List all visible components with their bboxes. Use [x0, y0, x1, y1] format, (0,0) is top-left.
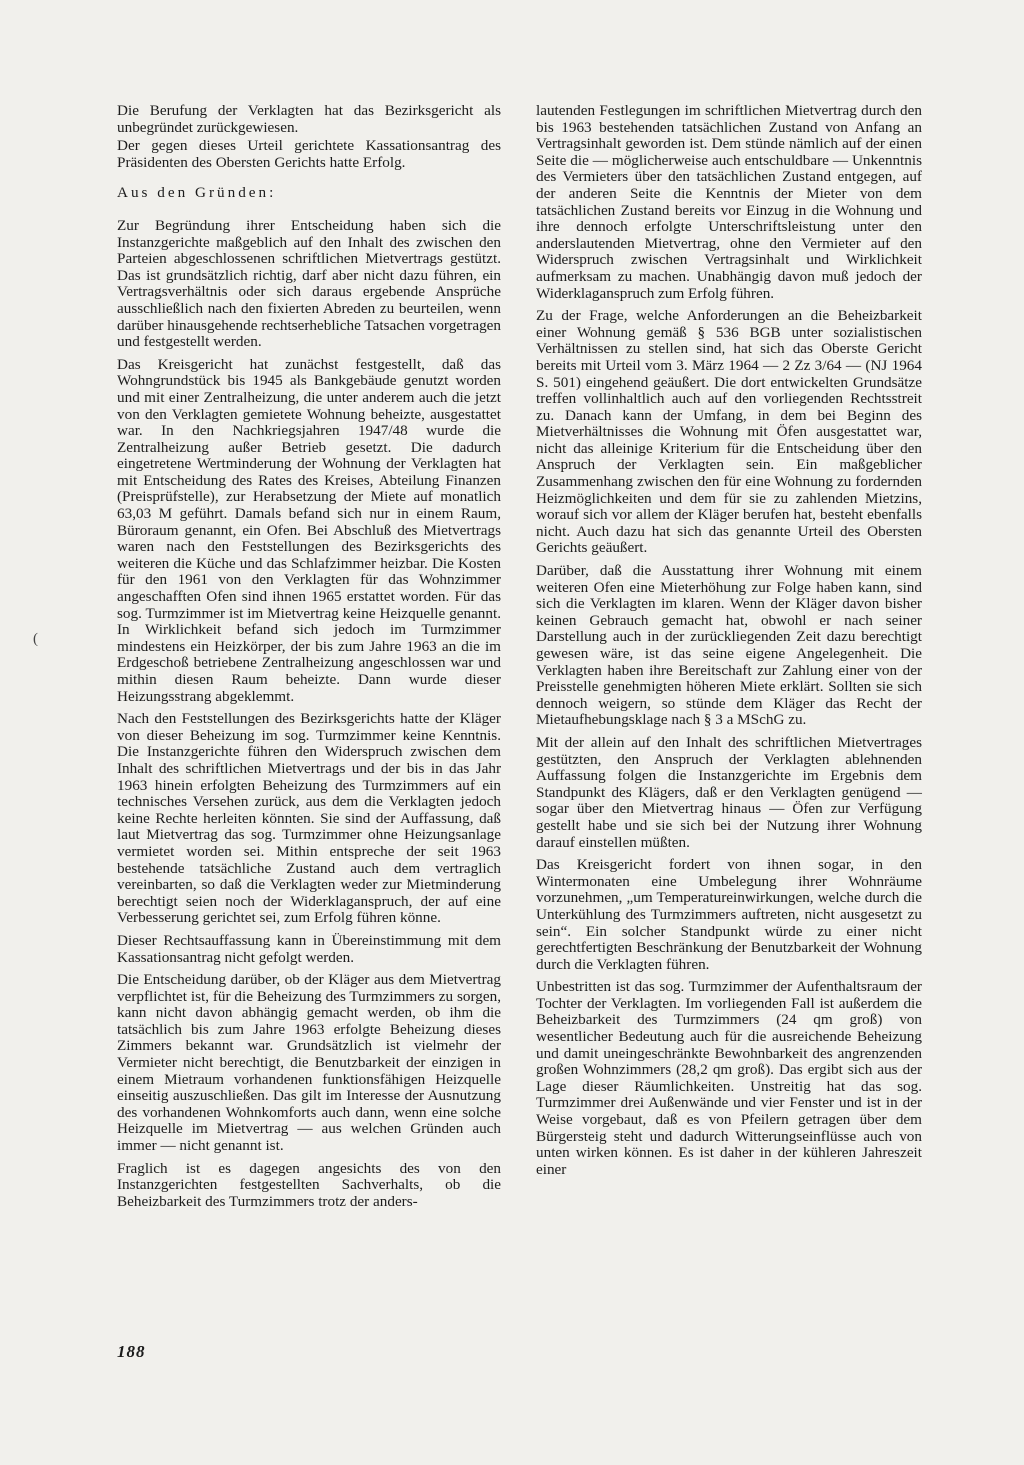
left-paragraph-5: Die Entscheidung darüber, ob der Kläger aus dem Mietvertrag verpflichtet ist, für die Beheizung des Turmzimmers zu sorgen, kann nicht davon abhängig gemacht werden, ob ihm die tatsächlich bis zum Jahre 1963 erfolgte Beheizung dieses Zimmers bekannt war. Grundsätzlich ist vielmehr der Vermieter nicht berechtigt, die Benutzbarkeit der einzigen in einem Mietraum vorhandenen funktionsfähigen Heizquelle einseitig auszuschließen. Das gilt im Interesse der Ausnutzung des vorhandenen Wohnkomforts auch dann, wenn eine solche Heizquelle im Mietvertrag — aus welchen Gründen auch immer — nicht genannt ist. — [117, 971, 501, 1155]
right-paragraph-3: Darüber, daß die Ausstattung ihrer Wohnung mit einem weiteren Ofen eine Mieterhöhung zur Folge haben kann, sind sich die Verklagten im klaren. Wenn der Kläger davon bisher keinen Gebrauch gemacht hat, obwohl er nach seiner Darstellung auch in der zurückliegenden Zeit dazu berechtigt gewesen wäre, ist das seine eigene Angelegenheit. Die Verklagten haben ihre Bereitschaft zur Zahlung einer von der Preisstelle genehmigten höheren Miete erklärt. Sollten sie sich dennoch weigern, so stünde dem Kläger das Recht der Mietaufhebungsklage nach § 3 a MSchG zu. — [536, 562, 922, 729]
margin-mark: ( — [33, 631, 38, 647]
left-paragraph-6: Fraglich ist es dagegen angesichts des von den Instanzgerichten festgestellten Sachverhalts, ob die Beheizbarkeit des Turmzimmers trotz der anders- — [117, 1159, 501, 1210]
right-paragraph-2: Zu der Frage, welche Anforderungen an die Beheizbarkeit einer Wohnung gemäß § 536 BGB unter sozialistischen Verhältnissen zu stellen sind, hat sich das Oberste Gericht bereits mit Urteil vom 3. März 1964 — 2 Zz 3/64 — (NJ 1964 S. 501) eingehend geäußert. Die dort entwickelten Grundsätze treffen vollinhaltlich auch auf den vorliegenden Rechtsstreit zu. Danach kann der Umfang, in dem bei Beginn des Mietverhältnisses die Wohnung mit Öfen ausgestattet war, nicht das alleinige Kriterium für die Entscheidung über den Anspruch der Verklagten sein. Ein maßgeblicher Zusammenhang zwischen den für eine Wohnung zu fordernden Heizmöglichkeiten und dem für sie zu zahlenden Mietzins, worauf sich vor allem der Kläger berufen hat, besteht ebenfalls nicht. Auch dazu hat sich das genannte Urteil des Obersten Gerichts geäußert. — [536, 307, 922, 557]
section-heading: Aus den Gründen: — [117, 184, 277, 202]
left-paragraph-3: Nach den Feststellungen des Bezirksgerichts hatte der Kläger von dieser Beheizung im sog. Turmzimmer keine Kenntnis. Die Instanzgerichte führen den Widerspruch zwischen dem Inhalt des schriftlichen Mietvertrags und der bis in das Jahr 1963 hinein erfolgten Beheizung des Turmzimmers auf ein technisches Versehen zurück, aus dem die Verklagten jedoch keine Rechte herleiten könnten. Sie sind der Auffassung, daß laut Mietvertrag das sog. Turmzimmer ohne Heizungsanlage vermietet worden sei. Mithin entspreche der seit 1963 bestehende tatsächliche Zustand auch dem vertraglich vereinbarten, so daß die Verklagten weder zur Mietminderung berechtigt seien noch der Widerklaganspruch, der auf eine Verbesserung gerichtet sei, zum Erfolg führen könne. — [117, 710, 501, 927]
right-column — [536, 103, 922, 1184]
right-paragraph-6: Unbestritten ist das sog. Turmzimmer der Aufenthaltsraum der Tochter der Verklagten. Im vorliegenden Fall ist außerdem die Beheizbarkeit des Turmzimmers (24 qm groß) von wesentlicher Bedeutung auch für die ausreichende Beheizung und damit uneingeschränkte Bewohnbarkeit des angrenzenden großen Wohnzimmers (28,2 qm groß). Das ergibt sich aus der Lage dieser Räumlichkeiten. Unstreitig hat das sog. Turmzimmer drei Außenwände und vier Fenster und ist in der Weise vorgebaut, daß es von Pfeilern getragen über dem Bürgersteig steht und dadurch Witterungseinflüsse auch von unten wirken können. Es ist daher in der kühleren Jahreszeit einer — [536, 978, 922, 1178]
intro-paragraph-2: Der gegen dieses Urteil gerichtete Kassationsantrag des Präsidenten des Obersten Gerichts hatte Erfolg. — [117, 137, 501, 171]
intro-paragraph-1: Die Berufung der Verklagten hat das Bezirksgericht als unbegründet zurückgewiesen. — [117, 102, 501, 136]
left-paragraph-1: Zur Begründung ihrer Entscheidung haben sich die Instanzgerichte maßgeblich auf den Inhalt des zwischen den Parteien abgeschlossenen schriftlichen Mietvertrags gestützt. Das ist grundsätzlich richtig, darf aber nicht dazu führen, ein Vertragsverhältnis oder sich daraus ergebende Ansprüche ausschließlich nach den fixierten Abreden zu beurteilen, wenn darüber hinausgehende rechtserhebliche Tatsachen vorgetragen und festgestellt werden. — [117, 216, 501, 351]
right-paragraph-5: Das Kreisgericht fordert von ihnen sogar, in den Wintermonaten eine Umbelegung ihrer Wohnräume vorzunehmen, „um Temperatureinwirkungen, welche durch die Unterkühlung des Turmzimmers auftreten, nicht ausgesetzt zu sein“. Ein solcher Standpunkt würde zu einer nicht gerechtfertigten Beschränkung der Benutzbarkeit der Wohnung durch die Verklagten führen. — [536, 856, 922, 973]
left-paragraph-4: Dieser Rechtsauffassung kann in Übereinstimmung mit dem Kassationsantrag nicht gefolgt werden. — [117, 931, 501, 966]
page-number: 188 — [117, 1342, 146, 1361]
left-column — [117, 103, 501, 1216]
right-paragraph-1: lautenden Festlegungen im schriftlichen Mietvertrag durch den bis 1963 bestehenden tatsächlichen Zustand von Anfang an Vertragsinhalt geworden ist. Dem stünde nämlich auf der einen Seite die — möglicherweise auch entschuldbare — Unkenntnis des Vermieters über den tatsächlichen Zustand entgegen, auf der anderen Seite die Kenntnis der Mieter von dem tatsächlichen Zustand bereits vor Einzug in die Wohnung und ihre dennoch erfolgte Unterschriftsleistung unter den anderslautenden Mietvertrag, ohne den Vermieter auf den Widerspruch zwischen Vertragsinhalt und Wirklichkeit aufmerksam zu machen. Unabhängig davon muß jedoch der Widerklaganspruch zum Erfolg führen. — [536, 102, 922, 302]
right-paragraph-4: Mit der allein auf den Inhalt des schriftlichen Mietvertrages gestützten, den Anspruch der Verklagten ablehnenden Auffassung folgen die Instanzgerichte im Ergebnis dem Standpunkt des Klägers, daß er den Verklagten genügend — sogar über den Mietvertrag hinaus — Öfen zur Verfügung gestellt habe und sie sich bei der Nutzung ihrer Wohnung darauf einstellen müßten. — [536, 733, 922, 851]
left-paragraph-2: Das Kreisgericht hat zunächst festgestellt, daß das Wohngrundstück bis 1945 als Bankgebäude genutzt worden und mit einer Zentralheizung, die unter anderem auch die jetzt von den Verklagten gemietete Wohnung beheizte, ausgestattet war. In den Nachkriegsjahren 1947/48 wurde die Zentralheizung außer Betrieb gesetzt. Die dadurch eingetretene Wertminderung der Wohnung der Verklagten hat mit Entscheidung des Rates des Kreises, Abteilung Finanzen (Preisprüfstelle), zur Herabsetzung der Miete auf monatlich 63,03 M geführt. Damals befand sich nur in einem Raum, Büroraum genannt, ein Ofen. Bei Abschluß des Mietvertrags waren nach den Feststellungen des Bezirksgerichts des weiteren die Küche und das Schlafzimmer heizbar. Die Kosten für den 1961 von den Verklagten für das Wohnzimmer angeschafften Ofen sind ihnen 1965 erstattet worden. Für das sog. Turmzimmer ist im Mietvertrag keine Heizquelle genannt. In Wirklichkeit befand sich jedoch im Turmzimmer mindestens ein Heizkörper, der bis zum Jahre 1963 an die im Erdgeschoß betriebene Zentralheizung angeschlossen war und mithin diesen Raum beheizte. Dann wurde dieser Heizungsstrang abgeklemmt. — [117, 355, 501, 705]
